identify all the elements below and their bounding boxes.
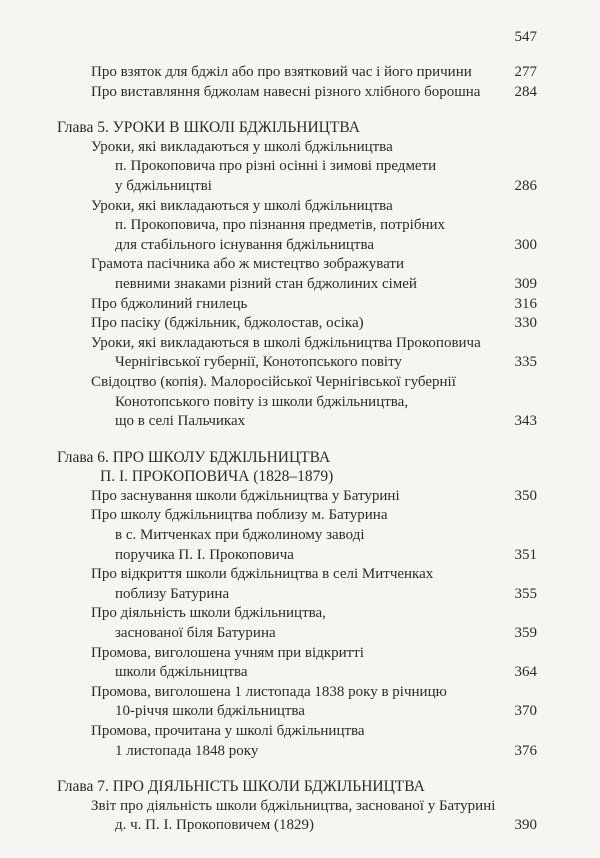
entry-title-line: [0, 526, 600, 546]
entry-title-line: [0, 722, 600, 742]
entry-title-line: [0, 63, 600, 83]
entry-title-line: [0, 157, 600, 177]
entry-page-number: 351: [514, 546, 537, 563]
chapter-title-line: [0, 118, 600, 138]
line-text: Грамота пасічника або ж мистецтво зображувати: [91, 256, 404, 273]
entry-page-number: 286: [514, 177, 537, 194]
line-text: 1 листопада 1848 року: [115, 742, 259, 759]
line-text: Про школу бджільництва поблизу м. Батурина: [91, 507, 388, 524]
line-text: певними знаками різний стан бджолиних сімей: [115, 275, 417, 292]
line-text: Про заснування школи бджільництва у Батурині: [91, 487, 400, 504]
line-text: Глава 6. ПРО ШКОЛУ БДЖІЛЬНИЦТВА: [57, 448, 331, 466]
line-text: Уроки, які викладаються у школі бджільництва: [91, 138, 393, 155]
table-of-contents: [0, 63, 600, 836]
line-text: Конотопського повіту із школи бджільництва,: [115, 393, 409, 410]
toc-entry: [0, 255, 600, 294]
entry-title-line: [0, 546, 600, 566]
entry-page-number: 335: [514, 354, 537, 371]
entry-page-number: 330: [514, 315, 537, 332]
toc-entry: [0, 565, 600, 604]
toc-entry: [0, 83, 600, 103]
toc-entry: [0, 63, 600, 83]
toc-entry: [0, 683, 600, 722]
line-text: Про пасіку (бджільник, бджолостав, осіка): [91, 315, 364, 332]
entry-title-line: [0, 197, 600, 217]
page-number: 547: [514, 29, 537, 45]
entry-page-number: 284: [514, 83, 537, 100]
entry-title-line: [0, 177, 600, 197]
entry-title-line: [0, 295, 600, 315]
line-text: що в селі Пальчиках: [115, 413, 246, 430]
entry-title-line: [0, 702, 600, 722]
entry-page-number: 370: [514, 703, 537, 720]
toc-entry: [0, 644, 600, 683]
line-text: поблизу Батурина: [115, 585, 230, 602]
toc-entry: [0, 197, 600, 256]
line-text: Свідоцтво (копія). Малоросійської Чернігівської губернії: [91, 373, 456, 390]
entry-title-line: [0, 816, 600, 836]
entry-page-number: 364: [514, 664, 537, 681]
entry-page-number: 316: [514, 295, 537, 312]
line-text: школи бджільництва: [115, 664, 248, 681]
line-text: 10-річчя школи бджільництва: [115, 703, 305, 720]
chapter-title-line: [0, 777, 600, 797]
line-text: у бджільництві: [115, 177, 212, 194]
entry-title-line: [0, 334, 600, 354]
entry-title-line: [0, 506, 600, 526]
entry-title-line: [0, 487, 600, 507]
entry-title-line: [0, 373, 600, 393]
entry-title-line: [0, 604, 600, 624]
line-text: Глава 5. УРОКИ В ШКОЛІ БДЖІЛЬНИЦТВА: [57, 119, 360, 137]
line-text: поручика П. І. Прокоповича: [115, 546, 294, 563]
line-text: Про бджолиний гнилець: [91, 295, 248, 312]
toc-entry: [0, 797, 600, 836]
chapter-heading: [0, 118, 600, 138]
entry-page-number: 359: [514, 625, 537, 642]
entry-title-line: [0, 314, 600, 334]
entry-title-line: [0, 585, 600, 605]
entry-page-number: 300: [514, 236, 537, 253]
entry-title-line: [0, 83, 600, 103]
toc-entry: [0, 487, 600, 507]
entry-page-number: 350: [514, 487, 537, 504]
line-text: Про виставляння бджолам навесні різного хлібного борошна: [91, 83, 481, 100]
line-text: Промова, виголошена 1 листопада 1838 року в річницю: [91, 683, 447, 700]
entry-title-line: [0, 275, 600, 295]
entry-title-line: [0, 565, 600, 585]
chapter-heading: [0, 448, 600, 487]
toc-entry: [0, 506, 600, 565]
entry-title-line: [0, 742, 600, 762]
entry-title-line: [0, 353, 600, 373]
toc-entry: [0, 334, 600, 373]
entry-title-line: [0, 393, 600, 413]
entry-title-line: [0, 236, 600, 256]
toc-entry: [0, 295, 600, 315]
line-text: Промова, виголошена учням при відкритті: [91, 644, 364, 661]
line-text: д. ч. П. І. Прокоповичем (1829): [115, 817, 314, 834]
toc-entry: [0, 373, 600, 432]
entry-page-number: 343: [514, 413, 537, 430]
toc-entry: [0, 604, 600, 643]
entry-title-line: [0, 797, 600, 817]
line-text: Глава 7. ПРО ДІЯЛЬНІСТЬ ШКОЛИ БДЖІЛЬНИЦТВА: [57, 778, 425, 796]
line-text: Промова, прочитана у школі бджільництва: [91, 723, 365, 739]
entry-title-line: [0, 412, 600, 432]
chapter-title-line: [0, 448, 600, 468]
line-text: п. Прокоповича про різні осінні і зимові предмети: [115, 158, 437, 175]
entry-page-number: 309: [514, 275, 537, 292]
line-text: Про відкриття школи бджільництва в селі Митченках: [91, 566, 434, 583]
entry-page-number: 390: [514, 817, 537, 834]
toc-entry: [0, 314, 600, 334]
line-text: для стабільного існування бджільництва: [115, 236, 375, 253]
toc-entry: [0, 722, 600, 761]
line-text: П. І. ПРОКОПОВИЧА (1828–1879): [100, 468, 334, 486]
line-text: заснованої біля Батурина: [115, 625, 276, 642]
entry-page-number: 355: [514, 585, 537, 602]
line-text: п. Прокоповича, про пізнання предметів, потрібних: [115, 217, 446, 234]
line-text: Уроки, які викладаються у школі бджільництва: [91, 197, 393, 214]
line-text: Про діяльність школи бджільництва,: [91, 605, 326, 622]
line-text: Про взяток для бджіл або про взятковий час і його причини: [91, 64, 472, 80]
entry-title-line: [0, 624, 600, 644]
entry-page-number: 376: [514, 742, 537, 759]
chapter-heading: [0, 777, 600, 797]
entry-title-line: [0, 138, 600, 158]
entry-title-line: [0, 644, 600, 664]
entry-page-number: 277: [514, 64, 537, 80]
line-text: в с. Митченках при бджолиному заводі: [115, 527, 365, 544]
entry-title-line: [0, 663, 600, 683]
line-text: Уроки, які викладаються в школі бджільництва Прокоповича: [91, 334, 481, 351]
entry-title-line: [0, 216, 600, 236]
entry-title-line: [0, 255, 600, 275]
chapter-title-line: [0, 467, 600, 487]
toc-entry: [0, 138, 600, 197]
entry-title-line: [0, 683, 600, 703]
line-text: Звіт про діяльність школи бджільництва, заснованої у Батурині: [91, 797, 496, 814]
line-text: Чернігівської губернії, Конотопського повіту: [115, 354, 402, 371]
